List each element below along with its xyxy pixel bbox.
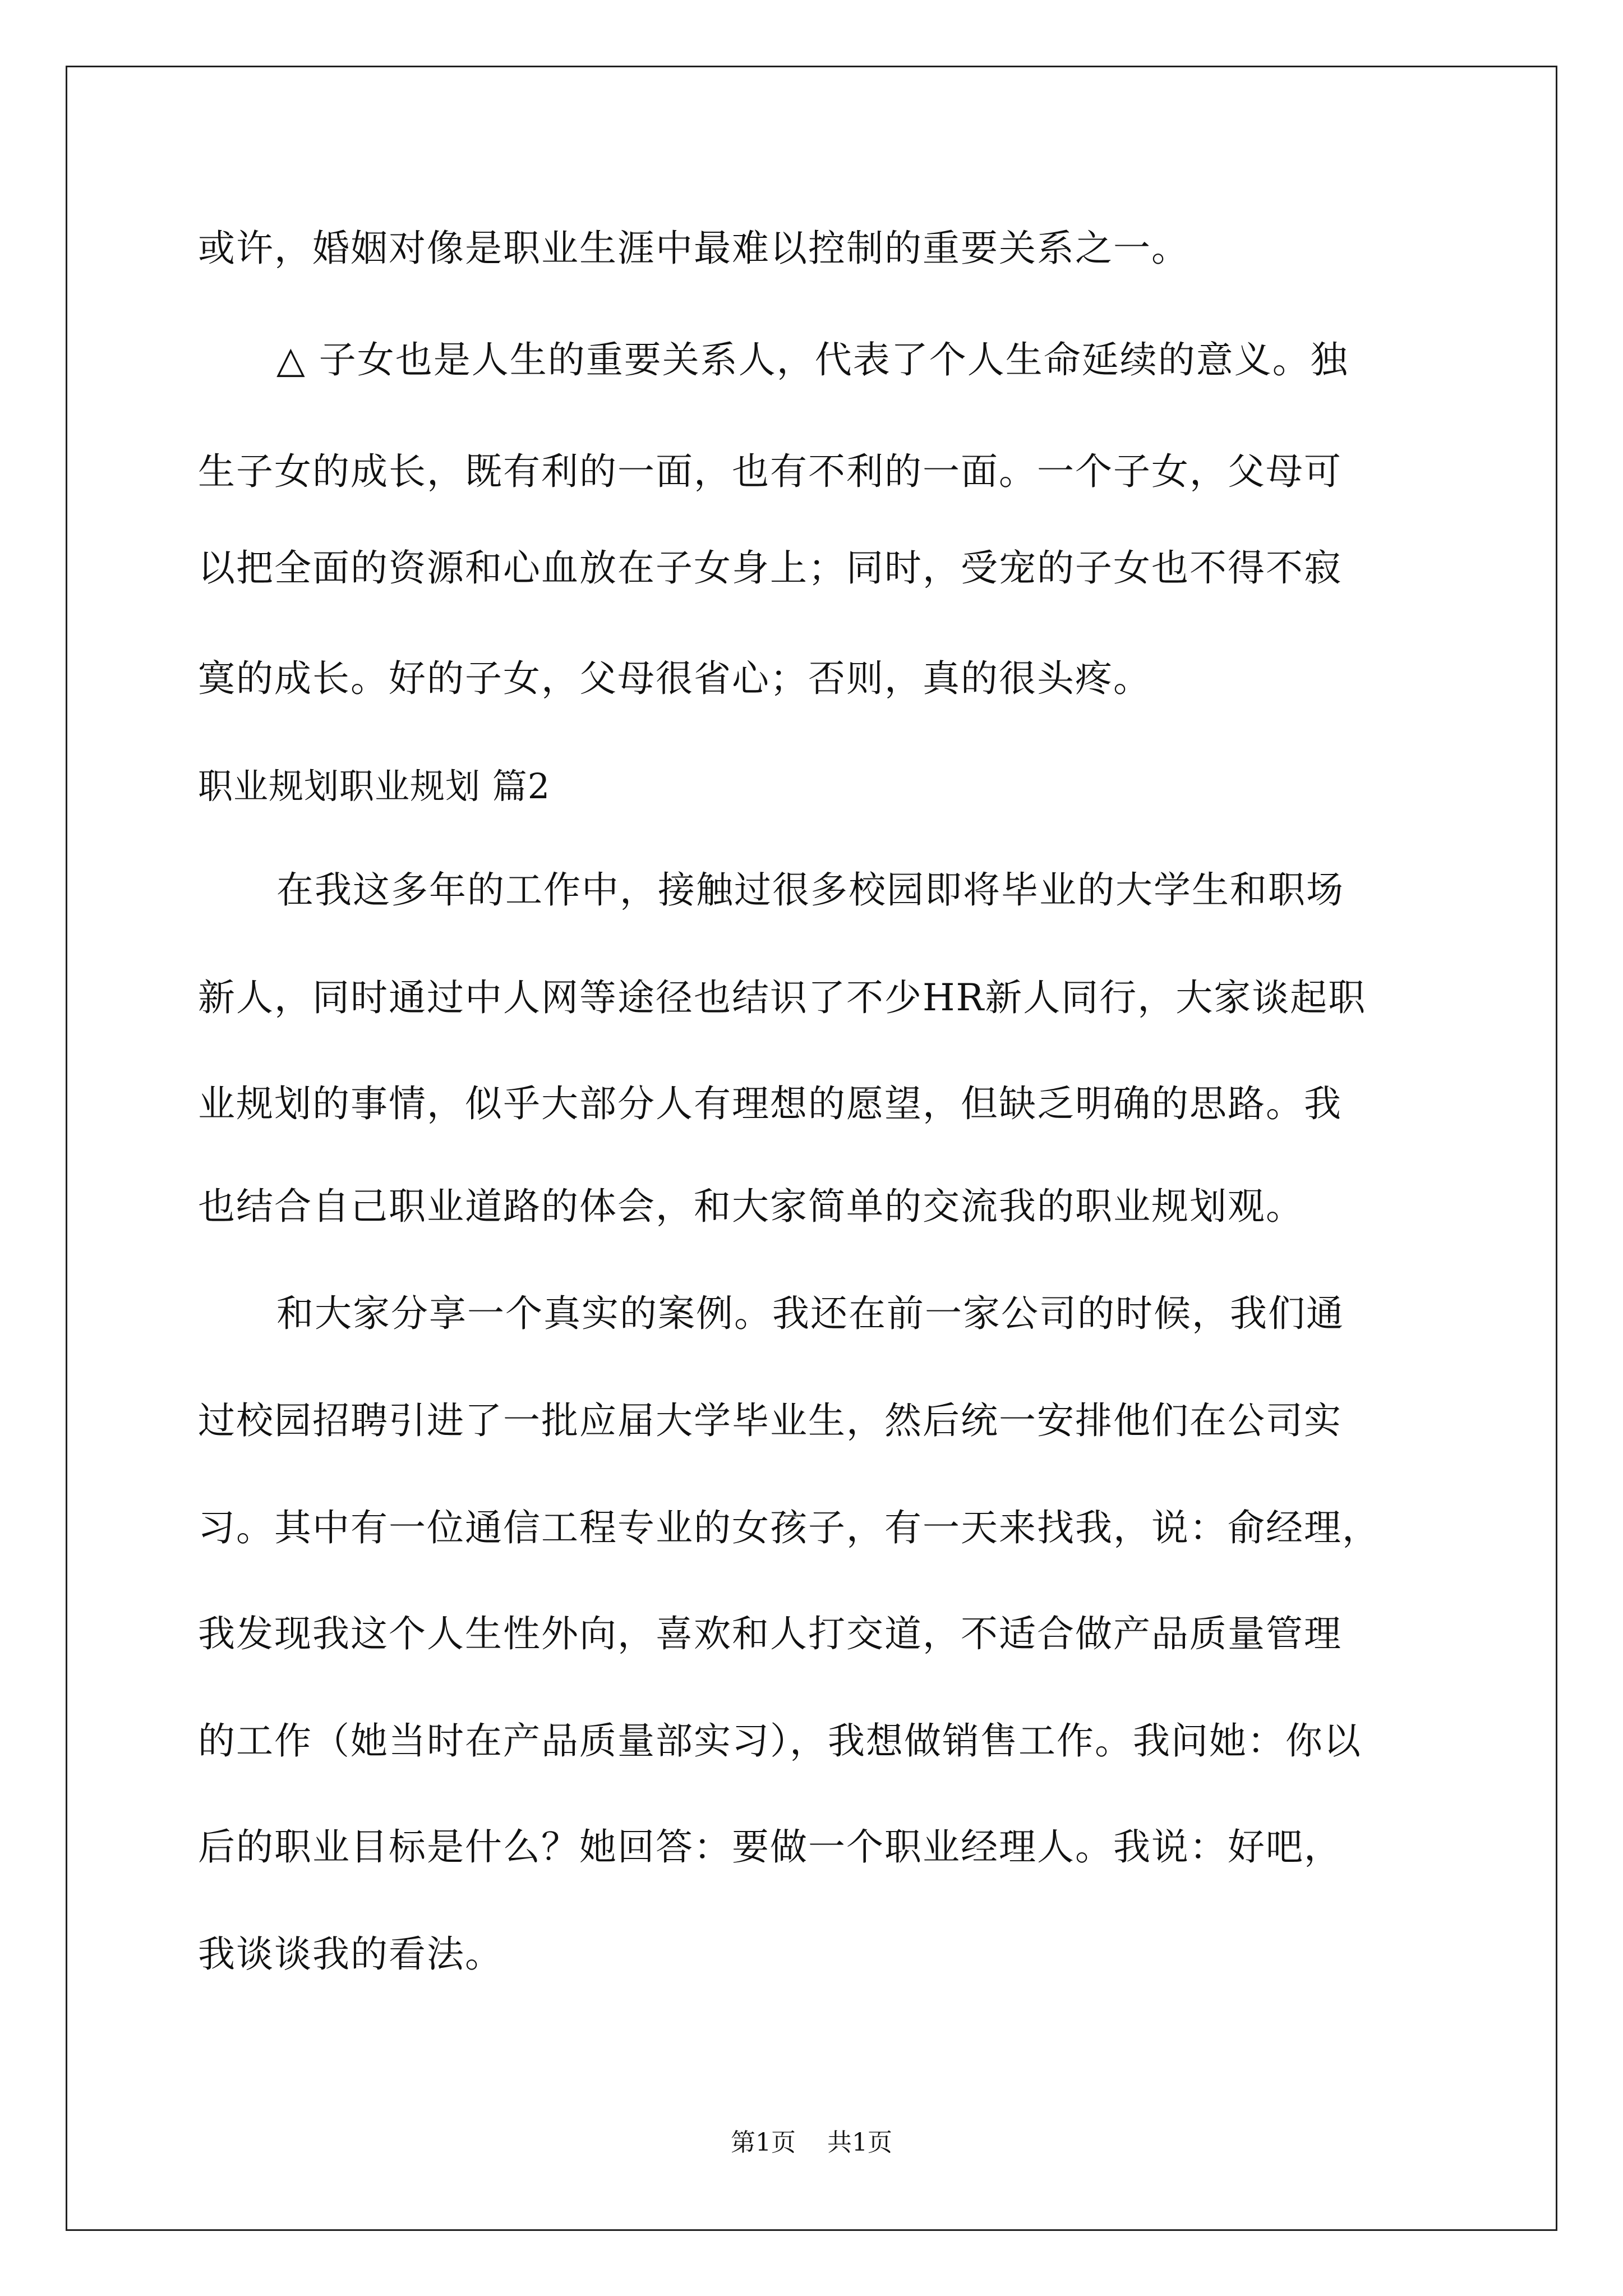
page-number-footer: 第1页 共1页 — [731, 2128, 892, 2157]
text-line: 过校园招聘引进了一批应届大学毕业生，然后统一安排他们在公司实 — [198, 1399, 1342, 1442]
text-line: 习。其中有一位通信工程专业的女孩子，有一天来找我，说：俞经理， — [198, 1506, 1380, 1549]
text-line: 寞的成长。好的子女，父母很省心；否则，真的很头疼。 — [198, 657, 1151, 700]
text-line: △ 子女也是人生的重要关系人，代表了个人生命延续的意义。独 — [276, 338, 1349, 381]
page-frame — [66, 66, 1557, 2231]
text-line: 以把全面的资源和心血放在子女身上；同时，受宠的子女也不得不寂 — [198, 546, 1342, 590]
text-line: 后的职业目标是什么？她回答：要做一个职业经理人。我说：好吧， — [198, 1825, 1342, 1869]
text-line: 业规划的事情，似乎大部分人有理想的愿望，但缺乏明确的思路。我 — [198, 1082, 1342, 1125]
section-heading: 职业规划职业规划 篇2 — [198, 766, 551, 807]
text-line: 新人，同时通过中人网等途径也结识了不少HR新人同行，大家谈起职 — [198, 976, 1367, 1019]
text-line: 我发现我这个人生性外向，喜欢和人打交道，不适合做产品质量管理 — [198, 1612, 1342, 1655]
text-line: 和大家分享一个真实的案例。我还在前一家公司的时候，我们通 — [276, 1292, 1344, 1335]
text-line: 生子女的成长，既有利的一面，也有不利的一面。一个子女，父母可 — [198, 450, 1342, 493]
text-line: 的工作（她当时在产品质量部实习），我想做销售工作。我问她：你以 — [198, 1719, 1362, 1763]
text-line: 也结合自己职业道路的体会，和大家简单的交流我的职业规划观。 — [198, 1185, 1304, 1228]
text-line: 在我这多年的工作中，接触过很多校园即将毕业的大学生和职场 — [276, 868, 1344, 912]
text-line: 我谈谈我的看法。 — [198, 1932, 503, 1976]
text-line: 或许，婚姻对像是职业生涯中最难以控制的重要关系之一。 — [198, 227, 1189, 270]
